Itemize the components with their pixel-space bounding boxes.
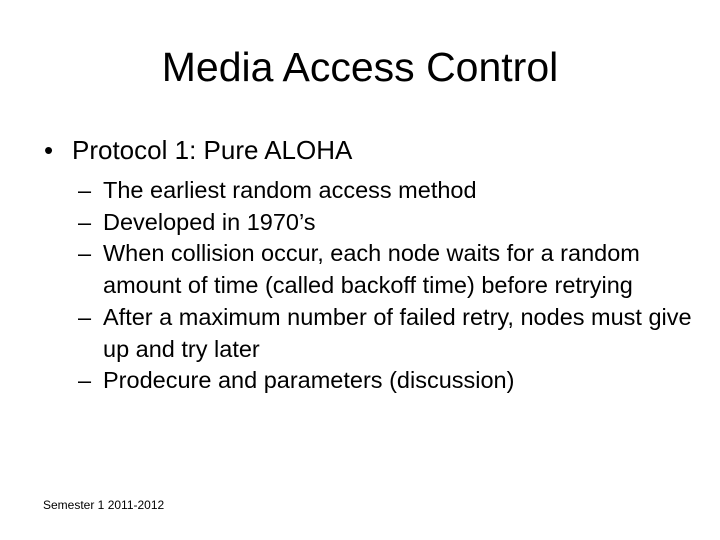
sub-bullet-item — [78, 302, 698, 365]
main-bullet-text: Protocol 1: Pure ALOHA — [72, 135, 353, 165]
sub-bullet-item — [78, 238, 698, 301]
sub-bullet-list — [78, 175, 698, 397]
sub-bullet-item — [78, 365, 698, 397]
dash-marker: – — [78, 303, 92, 330]
bullet-marker: • — [44, 135, 54, 165]
dash-marker: – — [78, 367, 92, 394]
sub-bullet-item — [78, 175, 698, 207]
dash-marker: – — [78, 208, 92, 235]
dash-marker: – — [78, 240, 92, 267]
sub-bullet-text: The earliest random access method — [103, 177, 477, 203]
dash-marker: – — [78, 177, 92, 203]
sub-bullet-text: When collision occur, each node waits for a random amount of time (called backoff time) before retrying — [103, 240, 640, 299]
sub-bullet-text: After a maximum number of failed retry, nodes must give up and try later — [103, 303, 692, 362]
slide-title: Media Access Control — [161, 44, 559, 90]
sub-bullet-text: Developed in 1970’s — [103, 208, 316, 235]
main-bullet — [44, 132, 352, 168]
sub-bullet-text: Prodecure and parameters (discussion) — [103, 367, 515, 394]
sub-bullet-item — [78, 207, 698, 239]
footer-text: Semester 1 2011-2012 — [43, 498, 165, 512]
